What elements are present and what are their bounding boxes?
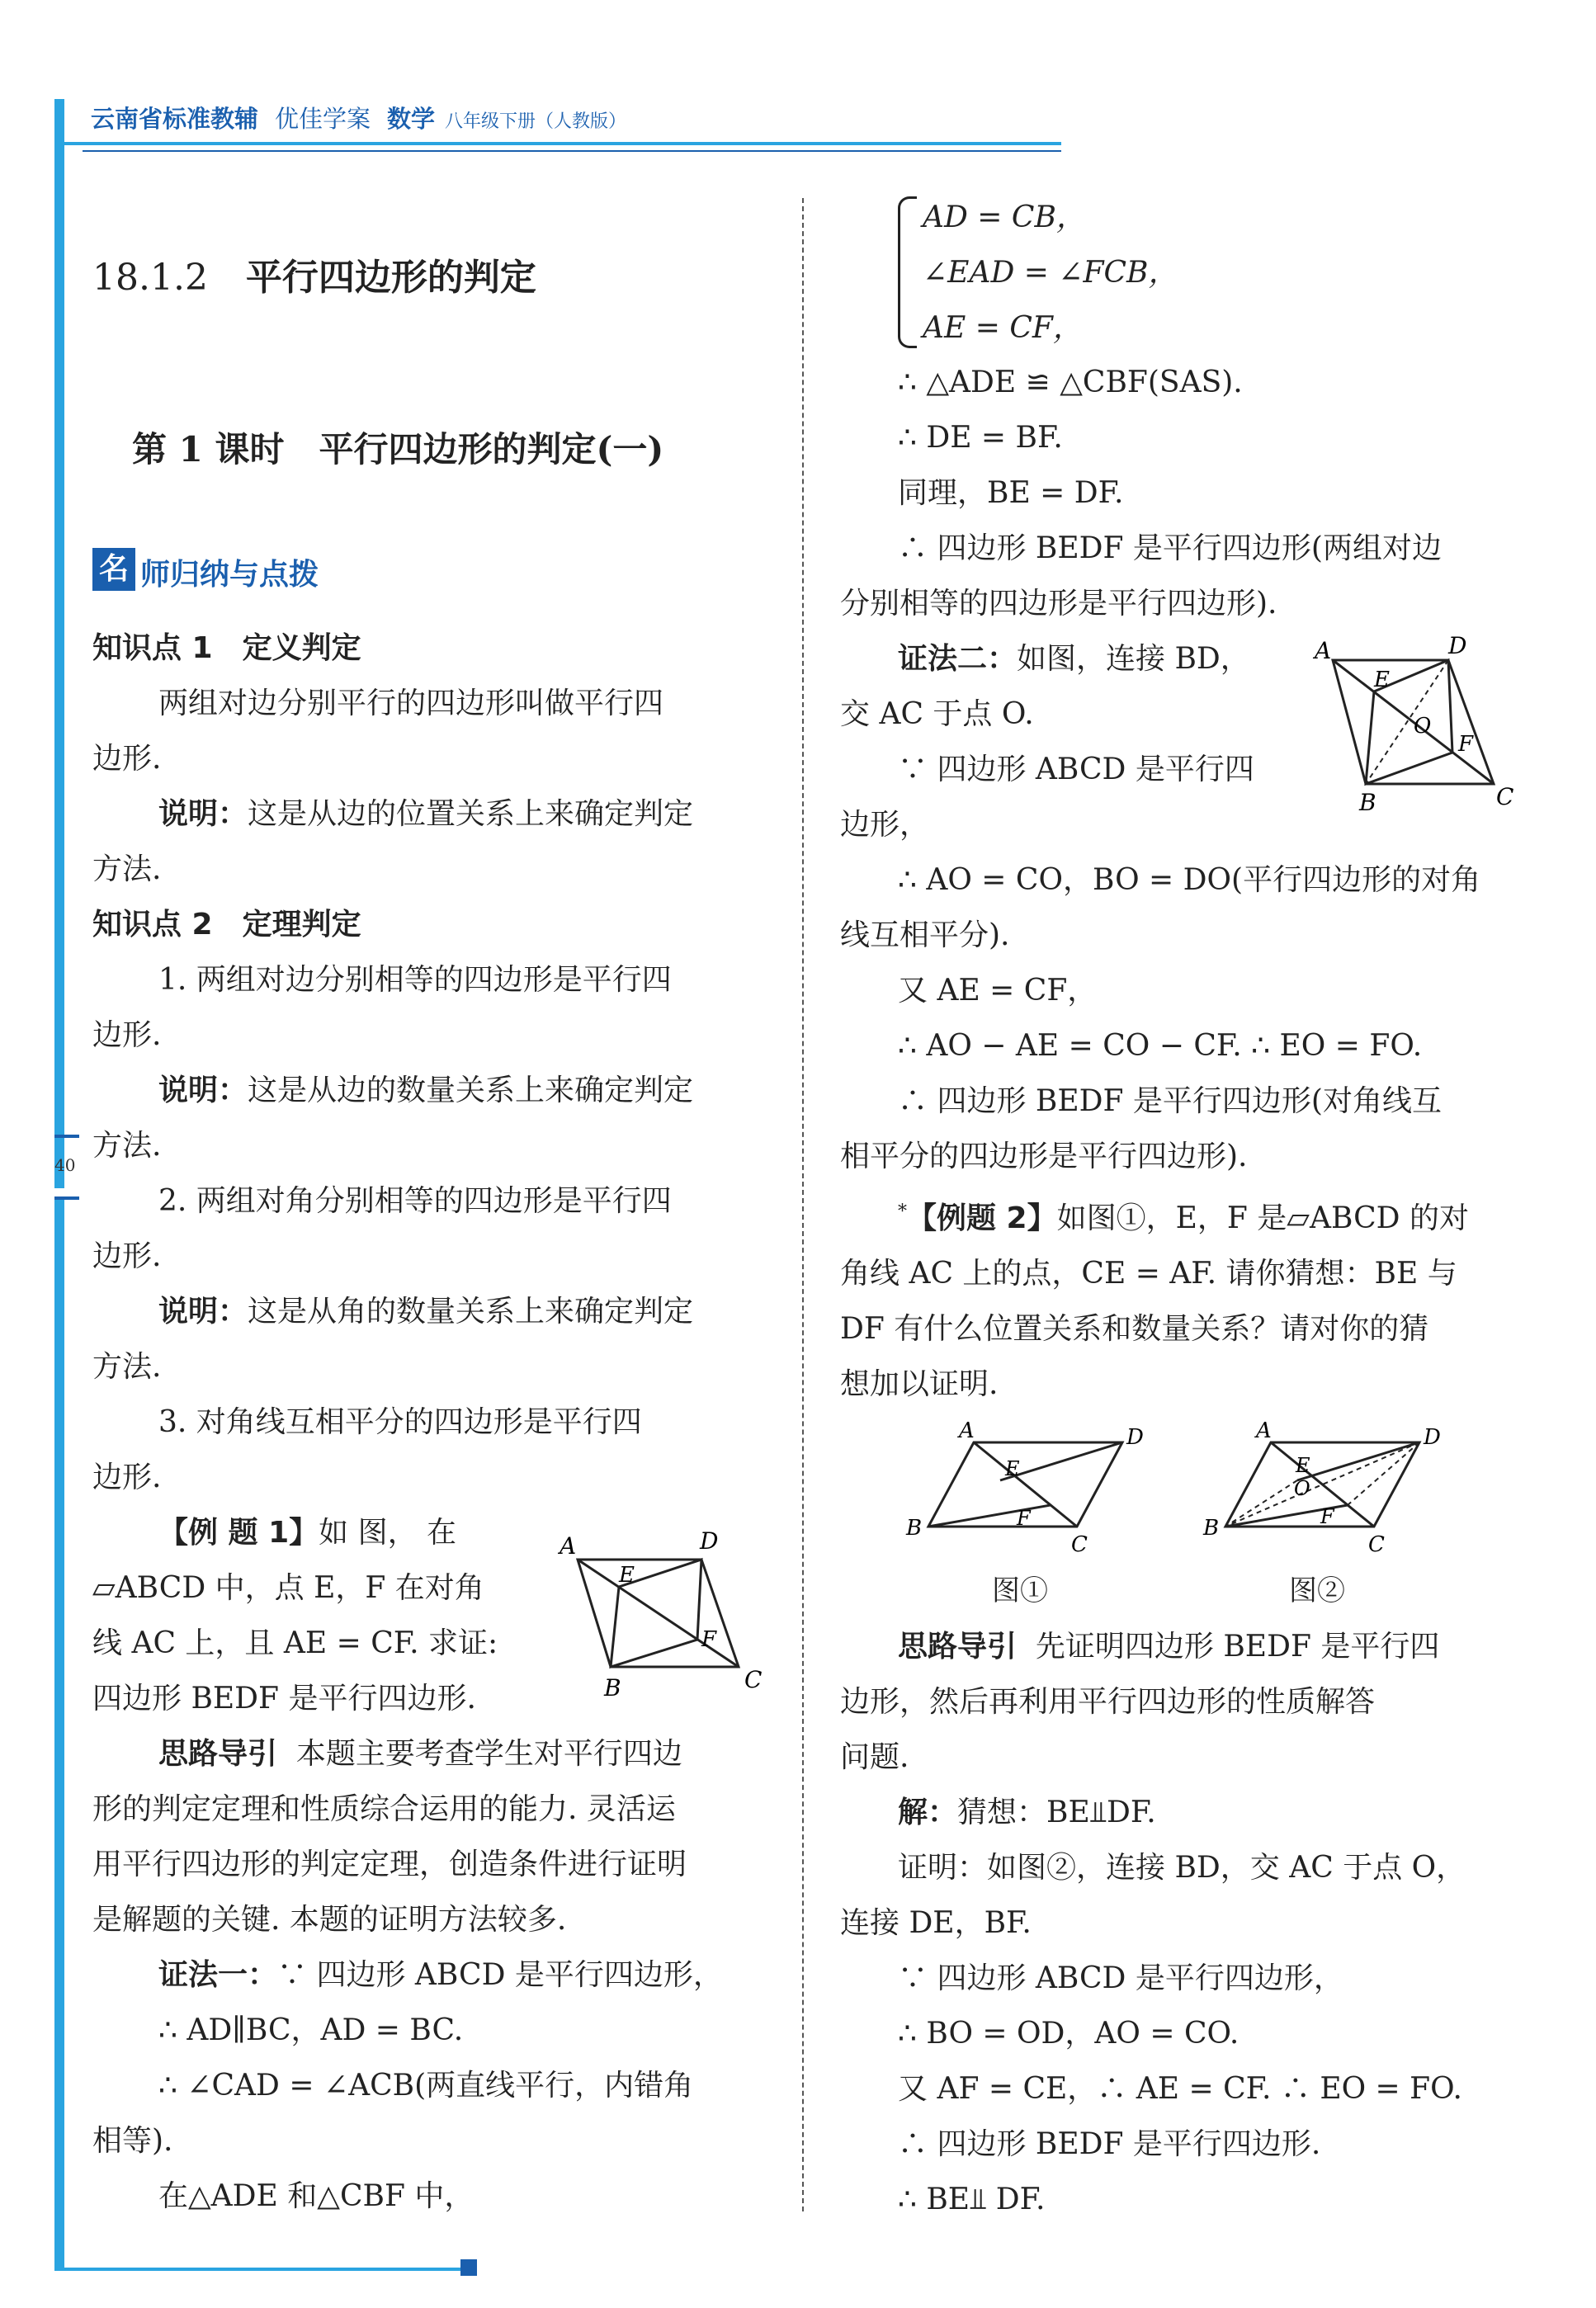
right-line4: ∴ 四边形 BEDF 是平行四边形(两组对边 [898,531,1442,565]
section-title [92,248,536,300]
figure1-point-f: F [1017,1507,1031,1530]
example2-star: * [898,1201,907,1222]
method2-line4: 边形， [840,808,930,842]
solution-line5: ∴ BO = OD，AO = CO. [898,2017,1239,2051]
method2-line10: 相平分的四边形是平行四边形). [840,1140,1248,1173]
footer-square [460,2259,477,2276]
fig2-point-b: B [1359,789,1376,816]
ex1-line2: ▱ABCD 中，点 E，F 在对角 [92,1571,484,1605]
example2-line1: 如图①，E，F 是▱ABCD 的对 [1056,1201,1469,1235]
figure2-point-b: B [1203,1516,1220,1541]
t1-note-line2: 方法. [92,1129,162,1163]
fig2-point-c: C [1496,783,1514,810]
header-rule-dark [83,150,1061,152]
ex1-line3: 线 AC 上，且 AE = CF. 求证: [92,1626,498,1660]
section-number: 18.1.2 [92,257,208,299]
solution-line3: 连接 DE，BF. [840,1906,1032,1940]
ex1-line1: 如 图， 在 [319,1516,457,1550]
section-heading: 师归纳与点拨 [140,558,319,592]
section-title-text: 平行四边形的判定 [245,257,536,299]
solution-line1: 猜想：BE⫫DF. [957,1796,1156,1829]
figure2-point-c: C [1368,1532,1385,1557]
footer-left-bar [54,1196,64,2269]
t2-line2: 边形. [92,1239,162,1273]
example2-label: 【例题 2】 [907,1201,1057,1235]
example2-line2: 角线 AC 上的点，CE = AF. 请你猜想：BE 与 [840,1257,1457,1291]
left-column [92,621,769,2224]
right-column-lower [840,1619,1517,2227]
solution-label: 解： [898,1796,958,1829]
header-left-bar [54,99,64,1188]
right-line3: 同理，BE = DF. [898,476,1124,510]
method1-label: 证法一： [158,1958,278,1992]
method2-line8: ∴ AO − AE = CO − CF. ∴ EO = FO. [898,1029,1423,1063]
ex1-line4: 四边形 BEDF 是平行四边形. [92,1682,476,1716]
solution-line4: ∵ 四边形 ABCD 是平行四边形， [898,1961,1343,1995]
method2-line9: ∴ 四边形 BEDF 是平行四边形(对角线互 [898,1084,1442,1118]
figure-2-caption: 图② [1289,1574,1345,1607]
figure2-point-e: E [1296,1454,1310,1477]
solution-line6: 又 AF = CE，∴ AE = CF. ∴ EO = FO. [898,2072,1462,2106]
method1-line1: ∵ 四边形 ABCD 是平行四边形， [277,1958,723,1992]
guide2-line3: 问题. [840,1740,909,1774]
header-book: 优佳学案 [275,105,371,133]
figure-2 [1197,1419,1461,1560]
guide1-line3: 用平行四边形的判定定理，创造条件进行证明 [92,1848,687,1881]
solution-line7: ∴ 四边形 BEDF 是平行四边形. [898,2127,1321,2161]
fig1-point-e: E [619,1563,635,1588]
guide1-line1: 本题主要考查学生对平行四边 [295,1737,682,1771]
footer-rule [54,2268,467,2271]
t2-note-line2: 方法. [92,1350,162,1384]
running-header [91,101,626,135]
kp1-line2: 边形. [92,742,162,776]
method2-line6: 线互相平分). [840,918,1010,952]
kp1-title: 知识点 1 定义判定 [92,631,361,665]
figure2-point-a: A [1256,1419,1272,1443]
guide1-label: 思路导引 [158,1737,278,1771]
method2-line7: 又 AE = CF， [898,974,1098,1008]
right-line1: ∴ △ADE ≌ △CBF(SAS). [898,366,1243,399]
kp1-line1: 两组对边分别平行的四边形叫做平行四 [158,687,664,720]
t2-note-label: 说明： [158,1295,248,1329]
figure1-point-a: A [959,1419,975,1443]
figure1-point-b: B [906,1516,923,1541]
t1-line2: 边形. [92,1018,162,1052]
header-series: 云南省标准教辅 [91,105,259,133]
fig1-point-d: D [700,1527,719,1555]
system-line1: AD = CB， [923,201,1086,234]
kp2-title: 知识点 2 定理判定 [92,908,361,942]
guide2-line2: 边形，然后再利用平行四边形的性质解答 [840,1685,1376,1719]
system-line2: ∠EAD = ∠FCB， [923,256,1178,290]
solution-line8: ∴ BE⫫ DF. [898,2183,1046,2216]
header-grade: 八年级下册（人教版） [445,111,627,132]
fig1-point-f: F [701,1627,717,1652]
figure1-point-c: C [1071,1532,1088,1557]
fig2-point-d: D [1448,635,1467,659]
solution-line2: 证明：如图②，连接 BD，交 AC 于点 O， [898,1851,1466,1885]
t2-line1: 2. 两组对角分别相等的四边形是平行四 [158,1184,672,1218]
pagenum-tick-bottom [54,1196,79,1200]
brace [898,196,917,348]
method2-figure [1308,635,1523,817]
system-line3: AE = CF， [923,311,1083,345]
guide2-line1: 先证明四边形 BEDF 是平行四 [1035,1630,1440,1664]
ex1-label: 【例 题 1】 [158,1516,319,1550]
method1-line2: ∴ AD∥BC，AD = BC. [158,2013,464,2047]
method2-line3: ∵ 四边形 ABCD 是平行四 [898,753,1254,786]
method2-line5: ∴ AO = CO，BO = DO(平行四边形的对角 [898,863,1481,897]
kp1-note-label: 说明： [158,797,248,831]
kp1-note-line1: 这是从边的位置关系上来确定判定 [248,797,694,831]
guide1-line4: 是解题的关键. 本题的证明方法较多. [92,1903,567,1937]
pagenum-tick-top [54,1135,79,1138]
figure-1-caption: 图① [992,1574,1048,1607]
right-line5: 分别相等的四边形是平行四边形). [840,587,1277,621]
right-column [840,355,1517,1412]
method1-line3: ∴ ∠CAD = ∠ACB(两直线平行，内错角 [158,2069,694,2103]
fig2-point-a: A [1315,637,1332,664]
figure1-point-d: D [1126,1425,1144,1450]
figure1-point-e: E [1005,1457,1020,1480]
fig1-point-a: A [560,1532,577,1560]
column-divider [802,198,804,2211]
fig1-point-c: C [744,1666,763,1693]
figure2-point-f: F [1320,1505,1334,1528]
figure2-point-o: O [1294,1477,1310,1500]
example2-line4: 想加以证明. [840,1367,999,1401]
t1-note-label: 说明： [158,1074,248,1107]
header-subject: 数学 [387,105,436,133]
t1-line1: 1. 两组对边分别相等的四边形是平行四 [158,963,672,997]
guide2-label: 思路导引 [898,1630,1018,1664]
method2-line1: 如图，连接 BD， [1017,642,1250,676]
t3-line1: 3. 对角线互相平分的四边形是平行四 [158,1405,642,1439]
fig2-point-f: F [1458,732,1474,757]
guide1-line2: 形的判定定理和性质综合运用的能力. 灵活运 [92,1792,676,1826]
example1-figure [553,1522,767,1704]
method2-label: 证法二： [898,642,1018,676]
method2-line2: 交 AC 于点 O. [840,697,1034,731]
method1-line5: 在△ADE 和△CBF 中， [158,2179,475,2213]
kp1-note-line2: 方法. [92,852,162,886]
equation-system [923,190,1178,356]
section-badge: 名 [92,548,135,591]
right-line2: ∴ DE = BF. [898,421,1063,455]
fig1-point-b: B [604,1674,621,1702]
t3-line2: 边形. [92,1461,162,1494]
figure-1 [900,1419,1164,1560]
header-rule [54,142,1061,145]
fig2-point-o: O [1414,714,1432,739]
example2-line3: DF 有什么位置关系和数量关系？请对你的猜 [840,1312,1429,1346]
t2-note-line1: 这是从角的数量关系上来确定判定 [248,1295,694,1329]
figure2-point-d: D [1424,1425,1441,1450]
method1-line4: 相等). [92,2124,173,2158]
fig2-point-e: E [1374,668,1390,692]
lesson-title: 第 1 课时 平行四边形的判定(一) [132,429,664,470]
t1-note-line1: 这是从边的数量关系上来确定判定 [248,1074,694,1107]
page-number: 40 [54,1155,76,1175]
